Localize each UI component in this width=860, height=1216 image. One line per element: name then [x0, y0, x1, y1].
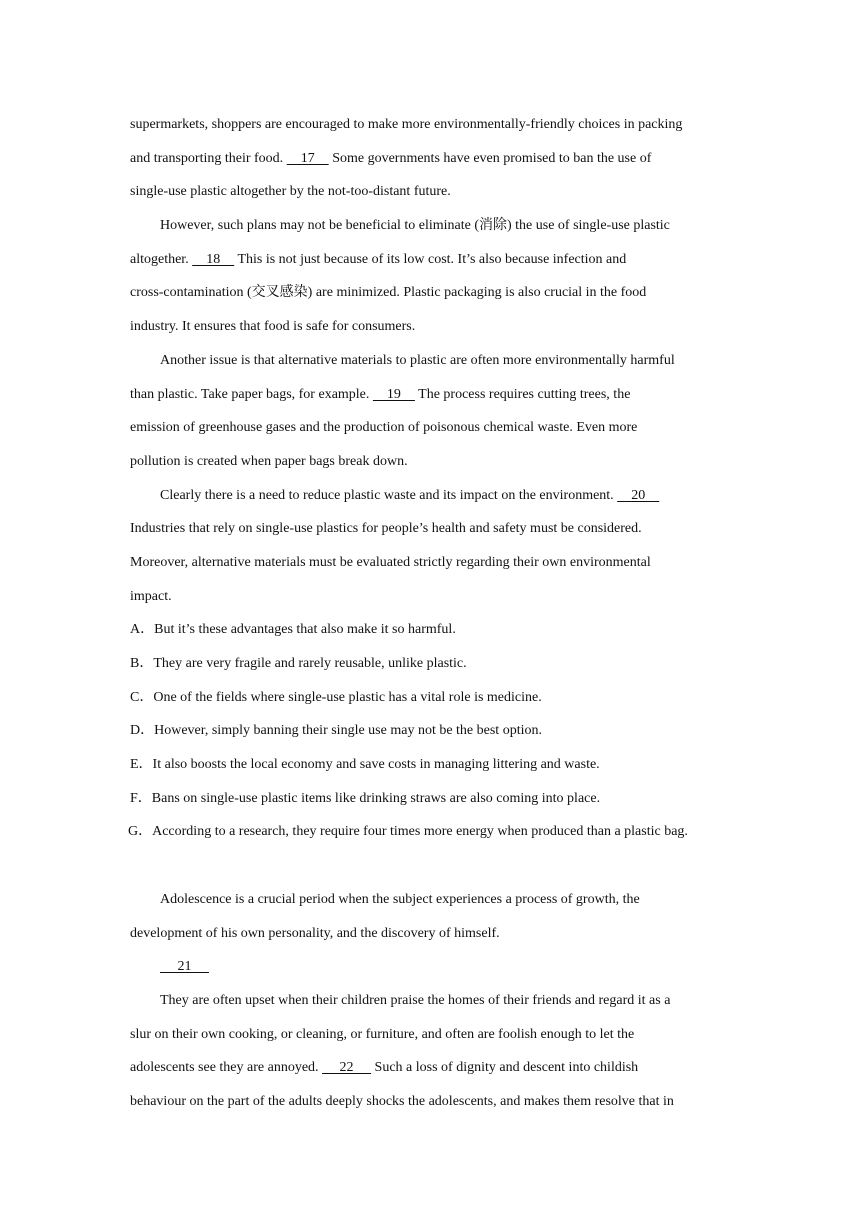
text-line [130, 378, 730, 412]
text-line [130, 512, 730, 546]
passage-text: This is not just because of its low cost. It’s also because infection and [237, 251, 627, 267]
option-g: G．According to a research, they require four times more energy when produced than a plastic bag. [128, 824, 688, 840]
text-line [130, 546, 730, 580]
passage-text: pollution is created when paper bags break down. [130, 453, 408, 469]
option-c: C．One of the fields where single-use plastic has a vital role is medicine. [130, 689, 542, 705]
passage-text: development of his own personality, and the discovery of himself. [130, 925, 500, 941]
passage-text: However, such plans may not be beneficial to eliminate (消除) the use of single-use plastic [160, 218, 670, 234]
option-e: E．It also boosts the local economy and save costs in managing littering and waste. [130, 757, 600, 773]
passage-text: impact. [130, 588, 172, 604]
passage-text: Moreover, alternative materials must be evaluated strictly regarding their own environmental [130, 554, 651, 570]
passage-text: emission of greenhouse gases and the production of poisonous chemical waste. Even more [130, 420, 638, 436]
text-line [130, 479, 730, 513]
blank-19: 19 [372, 386, 415, 402]
passage-text: Some governments have even promised to ban the use of [332, 150, 652, 166]
blank-17: 17 [286, 150, 329, 166]
option-b: B．They are very fragile and rarely reusable, unlike plastic. [130, 656, 467, 671]
passage-text: Another issue is that alternative materials to plastic are often more environmentally harmful [160, 352, 675, 368]
text-line [130, 883, 730, 917]
passage-text: behaviour on the part of the adults deeply shocks the adolescents, and makes them resolve that in [130, 1093, 674, 1109]
passage-text: altogether. [130, 251, 189, 267]
text-line [130, 276, 730, 310]
passage-text: single-use plastic altogether by the not-too-distant future. [130, 184, 451, 200]
option-a: A．But it’s these advantages that also make it so harmful. [130, 622, 456, 638]
passage-text: and transporting their food. [130, 150, 284, 166]
passage-text: adolescents see they are annoyed. [130, 1060, 319, 1076]
text-line [130, 411, 730, 445]
blank-18: 18 [192, 251, 235, 267]
passage-text: than plastic. Take paper bags, for example. [130, 386, 370, 402]
text-line [130, 1018, 730, 1052]
text-line [130, 344, 730, 378]
blank-22: 22 [322, 1060, 372, 1076]
option-d: D．However, simply banning their single use may not be the best option. [130, 723, 542, 739]
text-line [130, 950, 730, 984]
text-line [130, 1085, 730, 1119]
text-line [130, 310, 730, 344]
text-line [130, 580, 730, 614]
passage-text: Adolescence is a crucial period when the subject experiences a process of growth, the [160, 891, 640, 907]
passage-text: Such a loss of dignity and descent into childish [374, 1060, 639, 1076]
passage-text: supermarkets, shoppers are encouraged to make more environmentally-friendly choices in packing [130, 117, 683, 132]
text-line [130, 209, 730, 243]
passage-text: cross-contamination (交叉感染) are minimized. Plastic packaging is also crucial in the food [130, 285, 647, 301]
passage-text: industry. It ensures that food is safe for consumers. [130, 319, 416, 335]
text-line [130, 175, 730, 209]
option-f: F．Bans on single-use plastic items like drinking straws are also coming into place. [130, 790, 601, 806]
text-line [130, 445, 730, 479]
text-line [130, 1051, 730, 1085]
document-content [130, 108, 730, 1119]
text-line [130, 142, 730, 176]
text-line [130, 243, 730, 277]
blank-20: 20 [617, 487, 660, 503]
passage-text: They are often upset when their children praise the homes of their friends and regard it as a [160, 992, 671, 1008]
text-line [130, 917, 730, 951]
passage-text: Industries that rely on single-use plastics for people’s health and safety must be considered. [130, 521, 642, 537]
passage-text: slur on their own cooking, or cleaning, or furniture, and often are foolish enough to let the [130, 1026, 635, 1042]
text-line [130, 984, 730, 1018]
blank-21: 21 [160, 959, 209, 975]
passage-text: Clearly there is a need to reduce plastic waste and its impact on the environment. [160, 487, 614, 503]
passage-text: The process requires cutting trees, the [418, 386, 631, 402]
section-spacer [130, 849, 730, 883]
text-line [130, 108, 730, 142]
